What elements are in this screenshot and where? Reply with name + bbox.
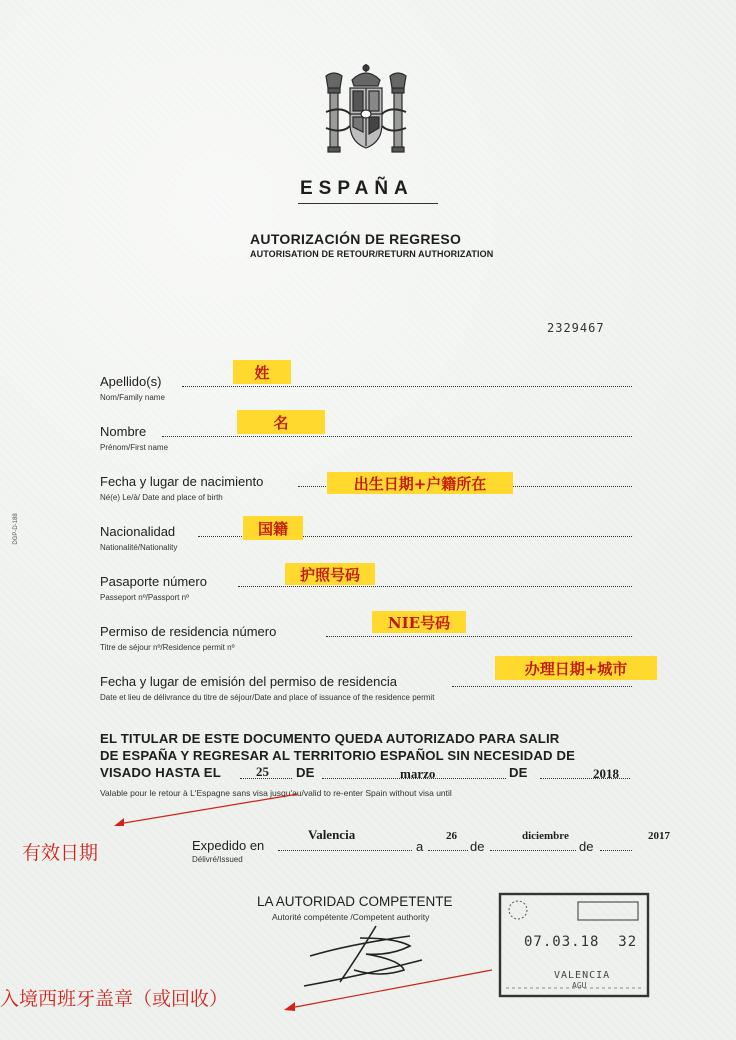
issue-day-value: 26 [446, 830, 457, 842]
field-sub-residence-permit: Titre de séjour nº/Residence permit nº [100, 643, 235, 652]
issue-month-value: diciembre [522, 830, 569, 842]
field-sub-nationality: Nationalité/Nationality [100, 543, 178, 552]
form-code: DGP-D-188 [13, 513, 19, 545]
field-label-nationality: Nacionalidad [100, 524, 176, 539]
valable-text: Valable pour le retour à L'Espagne sans visa jusqu'au/valid to re-enter Spain without visa until [100, 788, 452, 798]
statement-line-2: DE ESPAÑA Y REGRESAR AL TERRITORIO ESPAÑOL SIN NECESIDAD DE [100, 748, 576, 763]
annotation-validity: 有效日期 [22, 842, 99, 864]
field-sub-passport: Passeport nº/Passport nº [100, 593, 189, 602]
highlight-note-first-name: 名 [237, 410, 325, 434]
issue-place-line [278, 850, 412, 851]
issued-sub-label: Délivré/Issued [192, 855, 243, 864]
field-label-birth: Fecha y lugar de nacimiento [100, 474, 264, 489]
annotation-arrow-entry [280, 960, 500, 1020]
field-label-residence-permit: Permiso de residencia número [100, 624, 277, 639]
annotation-arrow-validity [108, 790, 308, 830]
entry-stamp [498, 892, 650, 998]
annotation-entry: 入境西班牙盖章（或回收） [0, 988, 229, 1010]
issue-de-2-label: de [579, 839, 594, 854]
issue-day-line [428, 850, 468, 851]
field-sub-first-name: Prénom/First name [100, 443, 169, 452]
valid-day-value: 25 [256, 764, 269, 779]
issue-year-value: 2017 [648, 830, 670, 842]
issued-in-label: Expedido en [192, 838, 265, 853]
statement-de-2: DE [509, 765, 528, 780]
highlight-note-residence-permit: NIE号码 [372, 611, 466, 633]
valid-year-value: 2018 [593, 766, 619, 781]
issue-place-value: Valencia [308, 827, 356, 842]
field-label-passport: Pasaporte número [100, 574, 207, 589]
field-line-residence-permit [326, 636, 632, 637]
field-label-permit-issuance: Fecha y lugar de emisión del permiso de residencia [100, 674, 397, 689]
authorization-statement [100, 730, 640, 781]
highlight-note-passport: 护照号码 [285, 563, 375, 585]
issue-year-line [600, 850, 632, 851]
heading-underline [298, 203, 438, 204]
highlight-note-permit-issuance: 办理日期+城市 [495, 656, 657, 680]
issue-month-line [490, 850, 576, 851]
field-line-passport [238, 586, 632, 587]
field-sub-birth: Né(e) Le/à/ Date and place of birth [100, 493, 223, 502]
field-sub-surname: Nom/Family name [100, 393, 165, 402]
highlight-note-surname: 姓 [233, 360, 291, 384]
statement-de-1: DE [296, 765, 315, 780]
statement-line-3-prefix: VISADO HASTA EL [100, 765, 221, 780]
serial-number: 2329467 [547, 321, 605, 335]
valid-month-value: marzo [400, 766, 436, 781]
highlight-note-nationality: 国籍 [243, 516, 303, 540]
field-line-first-name [162, 436, 632, 437]
document-subtitle: AUTORISATION DE RETOUR/RETURN AUTHORIZATION [250, 249, 494, 259]
authority-sub: Autorité compétente /Competent authority [272, 912, 430, 922]
country-heading: ESPAÑA [300, 178, 414, 199]
document-title: AUTORIZACIÓN DE REGRESO [250, 231, 462, 247]
field-label-first-name: Nombre [100, 424, 147, 439]
field-line-surname [182, 386, 632, 387]
field-sub-permit-issuance: Date et lieu de délivrance du titre de séjour/Date and place of issuance of the residence permit [100, 693, 435, 702]
stamp-city: VALENCIA [554, 970, 611, 981]
issue-a-label: a [416, 839, 424, 854]
field-line-permit-issuance [452, 686, 632, 687]
stamp-date: 07.03.18 32 [524, 934, 638, 950]
highlight-note-birth: 出生日期+户籍所在 [327, 472, 513, 494]
authority-title: LA AUTORIDAD COMPETENTE [257, 894, 453, 909]
field-label-surname: Apellido(s) [100, 374, 162, 389]
statement-line-1: EL TITULAR DE ESTE DOCUMENTO QUEDA AUTORIZADO PARA SALIR [100, 731, 560, 746]
stamp-line-2: AGU [572, 981, 587, 990]
issue-de-1-label: de [470, 839, 485, 854]
coat-of-arms-emblem [322, 62, 410, 160]
